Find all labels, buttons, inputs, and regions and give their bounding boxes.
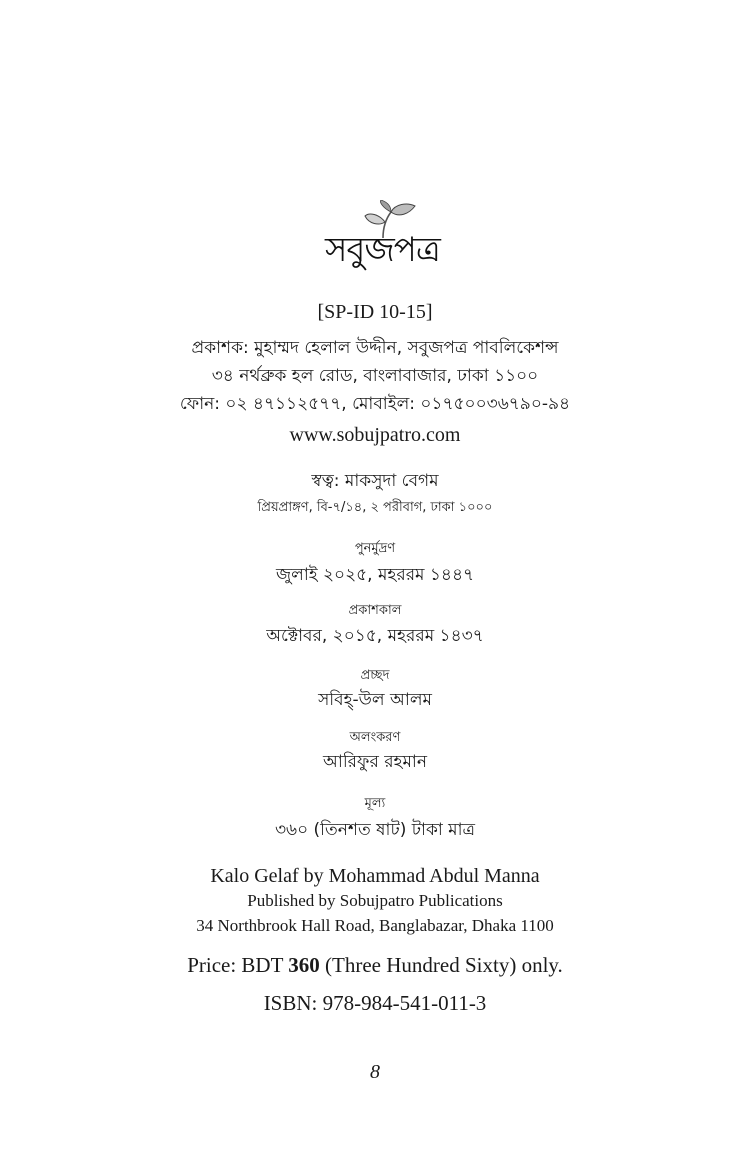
reprint-label: পুনর্মুদ্রণ [354,541,396,556]
publisher-phone: ফোন: ০২ ৪৭১১২৫৭৭, মোবাইল: ০১৭৫০০৩৬৭৯০-৯৪ [179,394,571,414]
logo-wordmark: সবুজপত্র [325,230,440,270]
price-amount: 360 [288,953,320,977]
page-number: 8 [370,1061,380,1083]
isbn: ISBN: 978-984-541-011-3 [263,991,487,1015]
illustration-value: আরিফুর রহমান [322,752,428,772]
cover-value: সবিহ্-উল আলম [318,690,432,710]
publisher-address: ৩৪ নর্থব্রুক হল রোড, বাংলাবাজার, ঢাকা ১১০০ [211,366,539,386]
publisher-website: www.sobujpatro.com [289,424,461,446]
price-suffix: (Three Hundred Sixty) only. [319,953,563,977]
english-publisher-line: Published by Sobujpatro Publications [247,891,503,910]
english-title-line: Kalo Gelaf by Mohammad Abdul Manna [210,865,540,887]
illustration-label: অলংকরণ [349,730,401,745]
copyright-line: স্বত্ব: মাকসুদা বেগম [311,471,439,491]
price-prefix: Price: BDT [187,953,289,977]
reprint-value: জুলাই ২০২৫, মহররম ১৪৪৭ [275,565,475,585]
price-bn-value: ৩৬০ (তিনশত ষাট) টাকা মাত্র [274,820,476,840]
cover-label: প্রচ্ছদ [360,668,390,683]
price-bn-label: মূল্য [364,796,386,811]
publisher-line: প্রকাশক: মুহাম্মদ হেলাল উদ্দীন, সবুজপত্র পাবলিকেশন্স [191,338,559,358]
copyright-address: প্রিয়প্রাঙ্গণ, বি-৭/১৪, ২ পরীবাগ, ঢাকা ১০০০ [257,500,493,515]
sp-id: [SP-ID 10-15] [317,301,433,323]
published-value: অক্টোবর, ২০১৫, মহররম ১৪৩৭ [266,626,484,646]
publisher-logo [325,200,440,280]
english-address-line: 34 Northbrook Hall Road, Banglabazar, Dhaka 1100 [196,916,554,935]
published-label: প্রকাশকাল [348,603,402,618]
english-price-line [0,952,750,978]
